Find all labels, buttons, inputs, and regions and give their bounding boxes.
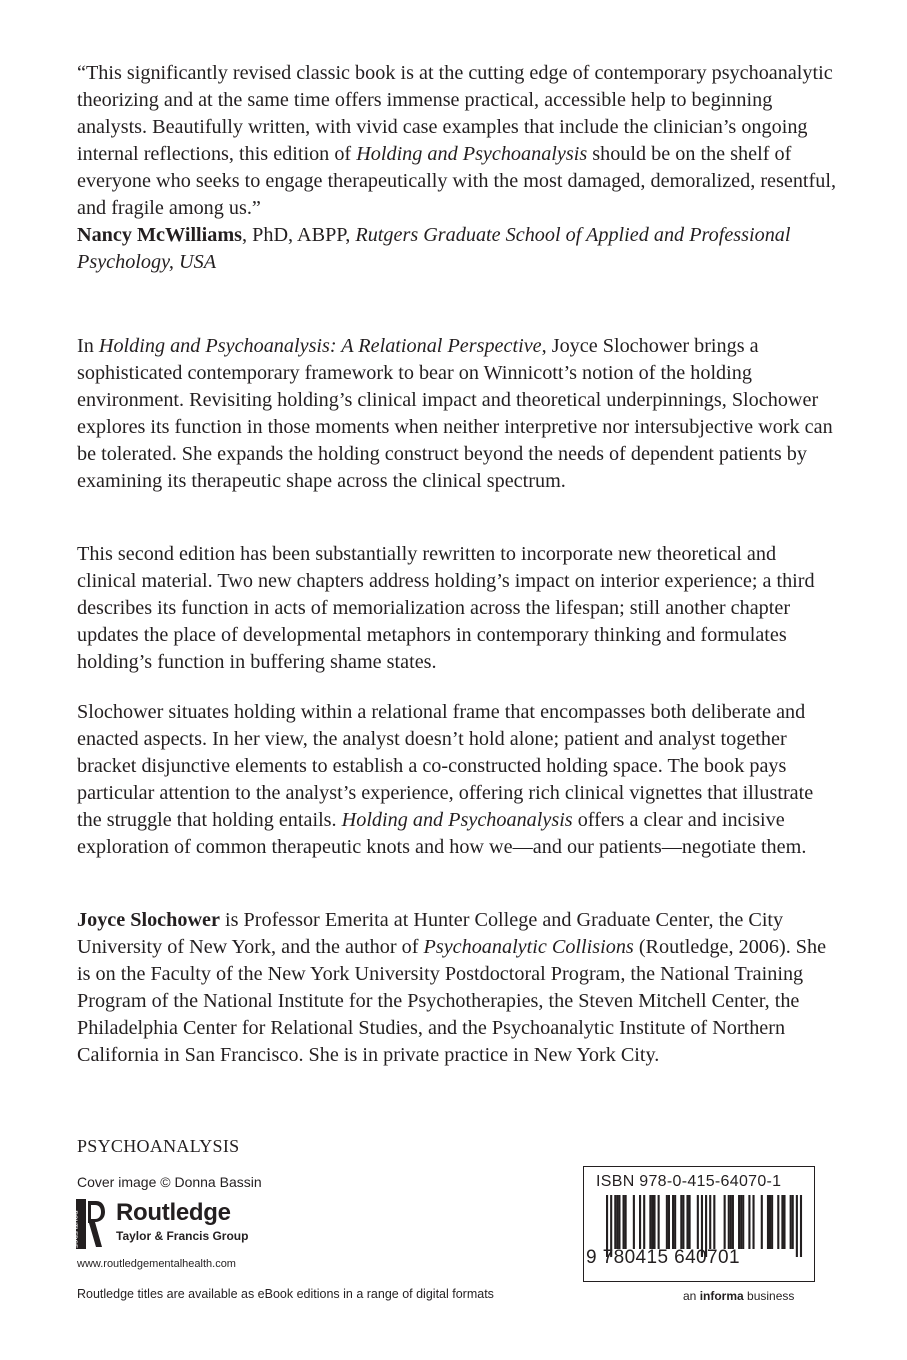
barcode-bar [672, 1195, 674, 1249]
barcode-bar [666, 1195, 668, 1249]
barcode-digits: 9 780415 640701 [586, 1247, 740, 1268]
barcode-bar [643, 1195, 645, 1249]
description-paragraph-3 [77, 699, 837, 861]
ebook-availability-note: Routledge titles are available as eBook editions in a range of digital formats [77, 1287, 494, 1301]
endorsement-quote [77, 60, 837, 276]
barcode-bar [781, 1195, 783, 1249]
barcode-bar [748, 1195, 750, 1249]
barcode-bar [783, 1195, 785, 1249]
barcode-bar [732, 1195, 734, 1249]
para1-prefix: In [77, 335, 99, 357]
barcode-bar [738, 1195, 740, 1249]
description-paragraph-2 [77, 541, 837, 676]
barcode-bar [742, 1195, 744, 1249]
informa-brand: informa [699, 1289, 744, 1303]
isbn-label: ISBN 978-0-415-64070-1 [596, 1173, 782, 1190]
routledge-logo [71, 1199, 276, 1251]
para3-book-title: Holding and Psychoanalysis [341, 809, 573, 831]
barcode-bar [709, 1195, 711, 1249]
barcode-bar [633, 1195, 635, 1249]
description-paragraph-1 [77, 333, 837, 495]
barcode-bar [792, 1195, 794, 1249]
barcode-bar [625, 1195, 627, 1249]
bio-text-end: (Routledge, 2006). She is on the Faculty of the New York University Postdoctoral Program, the National Training Program of the National Institute for the Psychotherapies, the Steven Mitchell Center, the Philadelphia Center for Relational Studies, and the Psychoanalytic Institute of Northern California in San Francisco. She is in private practice in New York City. [77, 936, 827, 1066]
barcode-bar [682, 1195, 684, 1249]
barcode-bar [713, 1195, 715, 1249]
barcode-bar [767, 1195, 769, 1249]
publisher-group: Taylor & Francis Group [116, 1229, 249, 1243]
barcode-bar [761, 1195, 763, 1249]
para3-text-start: Slochower situates holding within a relational frame that encompasses both deliberate and enacted aspects. In her view, the analyst doesn’t hold alone; patient and analyst together bracket disjunctive elements to establish a co-constructed holding space. The book pays particular attention to the analyst’s experience, offering rich clinical vignettes that illustrate the struggle that holding entails. [77, 701, 814, 831]
informa-business-tagline [683, 1289, 794, 1303]
barcode-bar [653, 1195, 655, 1249]
barcode-bar [618, 1195, 620, 1249]
barcode-bar [728, 1195, 730, 1249]
barcode-bar [689, 1195, 691, 1249]
barcode-bar [752, 1195, 754, 1249]
barcode-bar [777, 1195, 779, 1249]
barcode-bar [771, 1195, 773, 1249]
barcode-bar [790, 1195, 792, 1249]
barcode-bar [668, 1195, 670, 1249]
bio-text-start: is Professor Emerita at Hunter College and Graduate Center, the City University of New York, and the author of [77, 909, 784, 958]
para3-text-end: offers a clear and incisive exploration of common therapeutic knots and how we—and our patients—negotiate them. [77, 809, 807, 858]
quote-book-title: Holding and Psychoanalysis [356, 143, 588, 165]
barcode-bar [649, 1195, 651, 1249]
cover-image-credit: Cover image © Donna Bassin [77, 1174, 262, 1190]
barcode-bar [639, 1195, 641, 1249]
author-bio [77, 907, 837, 1069]
barcode-bar [686, 1195, 688, 1249]
barcode-bar [769, 1195, 771, 1249]
informa-prefix: an [683, 1289, 700, 1303]
publisher-website[interactable]: www.routledgementalhealth.com [77, 1258, 236, 1270]
barcode-bar [697, 1195, 699, 1249]
barcode-bar [674, 1195, 676, 1249]
barcode-bar [623, 1195, 625, 1249]
quote-text-end: should be on the shelf of everyone who seeks to engage therapeutically with the most damaged, demoralized, resentful, and fragile among us.” [77, 143, 837, 219]
subject-category: PSYCHOANALYSIS [77, 1136, 240, 1156]
isbn-barcode-box [583, 1166, 815, 1282]
routledge-logo-icon [71, 1199, 106, 1249]
quote-author-affiliation: Rutgers Graduate School of Applied and Professional Psychology, USA [77, 224, 791, 273]
barcode-bar [651, 1195, 653, 1249]
barcode-bar [616, 1195, 618, 1249]
barcode-bar [730, 1195, 732, 1249]
logo-vertical-text: ROUTLEDGE [71, 1210, 77, 1249]
barcode-bar [614, 1195, 616, 1249]
quote-author-credentials: , PhD, ABPP, [242, 224, 356, 246]
informa-suffix: business [743, 1289, 795, 1303]
para1-book-title: Holding and Psychoanalysis: A Relational Perspective [98, 335, 542, 357]
quote-author-name: Nancy McWilliams [77, 224, 243, 246]
barcode-bar [740, 1195, 742, 1249]
barcode-bar [658, 1195, 660, 1249]
barcode-bar [724, 1195, 726, 1249]
publisher-name: Routledge [116, 1199, 231, 1226]
barcode-bar [680, 1195, 682, 1249]
para1-text: , Joyce Slochower brings a sophisticated contemporary framework to bear on Winnicott’s notion of the holding environment. Revisiting holding’s clinical impact and theoretical underpinnings, Slochower explores its function in those moments when neither interpretive nor intersubjective work can be tolerated. She expands the holding construct beyond the needs of dependent patients by examining its therapeutic shape across the clinical spectrum. [77, 335, 833, 492]
quote-text-start: “This significantly revised classic book is at the cutting edge of contemporary psychoanalytic theorizing and at the same time offers immense practical, accessible help to beginning analysts. Beautifully written, with vivid case examples that include the clinician’s ongoing internal reflections, this edition of [77, 62, 833, 165]
para2-text: This second edition has been substantially rewritten to incorporate new theoretical and clinical material. Two new chapters address holding’s impact on interior experience; a third describes its function in acts of memorialization across the lifespan; still another chapter updates the place of developmental metaphors in contemporary thinking and formulates holding’s function in buffering shame states. [77, 543, 815, 673]
bio-book-title: Psychoanalytic Collisions [423, 936, 634, 958]
bio-author-name: Joyce Slochower [77, 909, 220, 931]
